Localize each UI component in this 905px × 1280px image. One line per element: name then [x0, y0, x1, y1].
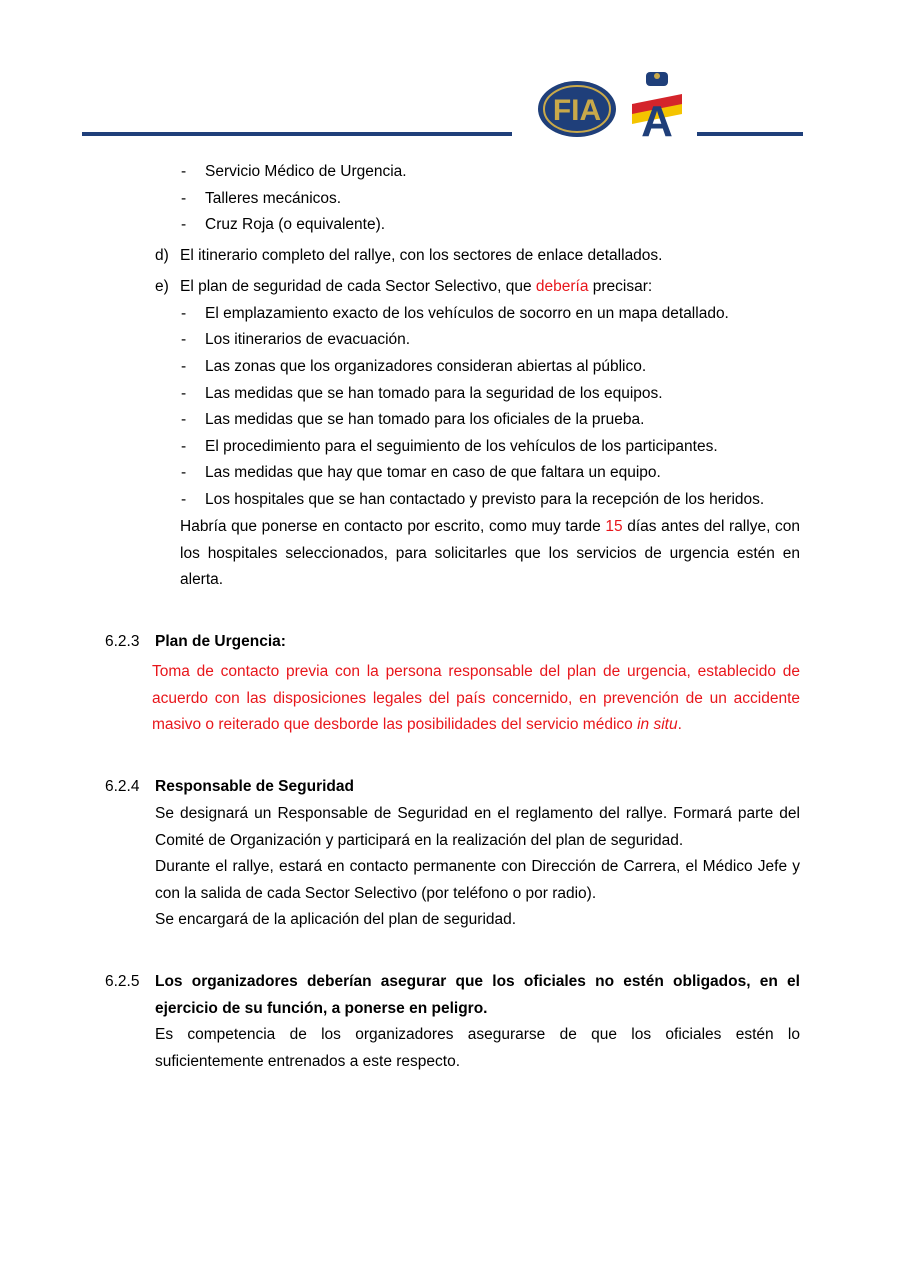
list-text: Las medidas que se han tomado para los oficiales de la prueba.: [205, 411, 645, 428]
paragraph: Se designará un Responsable de Seguridad en el reglamento del rallye. Formará parte del Comité de Organización y participará en la realización del plan de seguridad.: [155, 805, 800, 849]
list-text: Servicio Médico de Urgencia.: [205, 163, 407, 180]
section-body-6-2-4: [155, 801, 800, 934]
svg-text:A: A: [641, 97, 673, 138]
header-rule-left: [82, 132, 512, 136]
list-dash: -: [181, 163, 187, 180]
item-marker: d): [155, 247, 169, 264]
section-6-2-5: [155, 969, 800, 1075]
paragraph: Es competencia de los organizadores asegurarse de que los oficiales estén lo suficientemente entrenados a este respecto.: [155, 1026, 800, 1070]
section-number: 6.2.5: [105, 973, 140, 990]
paragraph: Durante el rallye, estará en contacto permanente con Dirección de Carrera, el Médico Jefe y con la salida de cada Sector Selectivo (por teléfono o por radio).: [155, 858, 800, 902]
red-emphasis: 15: [605, 518, 623, 535]
list-text: Cruz Roja (o equivalente).: [205, 216, 386, 233]
item-marker: e): [155, 278, 169, 295]
list-text: El emplazamiento exacto de los vehículos de socorro en un mapa detallado.: [205, 305, 729, 322]
item-text: El plan de seguridad de cada Sector Selectivo, que debería precisar:: [180, 278, 653, 295]
list-dash: -: [181, 216, 187, 233]
hospital-note: Habría que ponerse en contacto por escrito, como muy tarde 15 días antes del rallye, con los hospitales seleccionados, para solicitarles que los servicios de urgencia estén en alerta.: [180, 518, 800, 588]
header-rule-right: [697, 132, 803, 136]
rfea-logo: [626, 70, 688, 138]
item-text: El itinerario completo del rallye, con los sectores de enlace detallados.: [180, 247, 663, 264]
section-title: Responsable de Seguridad: [155, 778, 354, 795]
section-number: 6.2.3: [105, 633, 140, 650]
section-body-6-2-3: Toma de contacto previa con la persona responsable del plan de urgencia, establecido de acuerdo con las disposiciones legales del país concernido, en prevención de un accidente masivo o reiterado que desborde las posibilidades del servicio médico in situ.: [152, 663, 800, 733]
list-text: El procedimiento para el seguimiento de los vehículos de los participantes.: [205, 438, 718, 455]
section-title: Plan de Urgencia:: [155, 633, 286, 650]
section-title: Los organizadores deberían asegurar que los oficiales no estén obligados, en el ejercicio de su función, a ponerse en peligro.: [155, 973, 800, 1017]
red-emphasis: debería: [535, 278, 589, 295]
list-dash: -: [181, 190, 187, 207]
list-text: Talleres mecánicos.: [205, 190, 342, 207]
paragraph: Se encargará de la aplicación del plan de seguridad.: [155, 911, 517, 928]
svg-text:FIA: FIA: [552, 94, 602, 127]
list-text: Los hospitales que se han contactado y previsto para la recepción de los heridos.: [205, 491, 765, 508]
fia-logo: [537, 80, 617, 138]
list-text: Los itinerarios de evacuación.: [205, 331, 411, 348]
section-number: 6.2.4: [105, 778, 140, 795]
list-text: Las medidas que hay que tomar en caso de que faltara un equipo.: [205, 464, 661, 481]
list-text: Las medidas que se han tomado para la seguridad de los equipos.: [205, 385, 663, 402]
list-text: Las zonas que los organizadores consideran abiertas al público.: [205, 358, 647, 375]
